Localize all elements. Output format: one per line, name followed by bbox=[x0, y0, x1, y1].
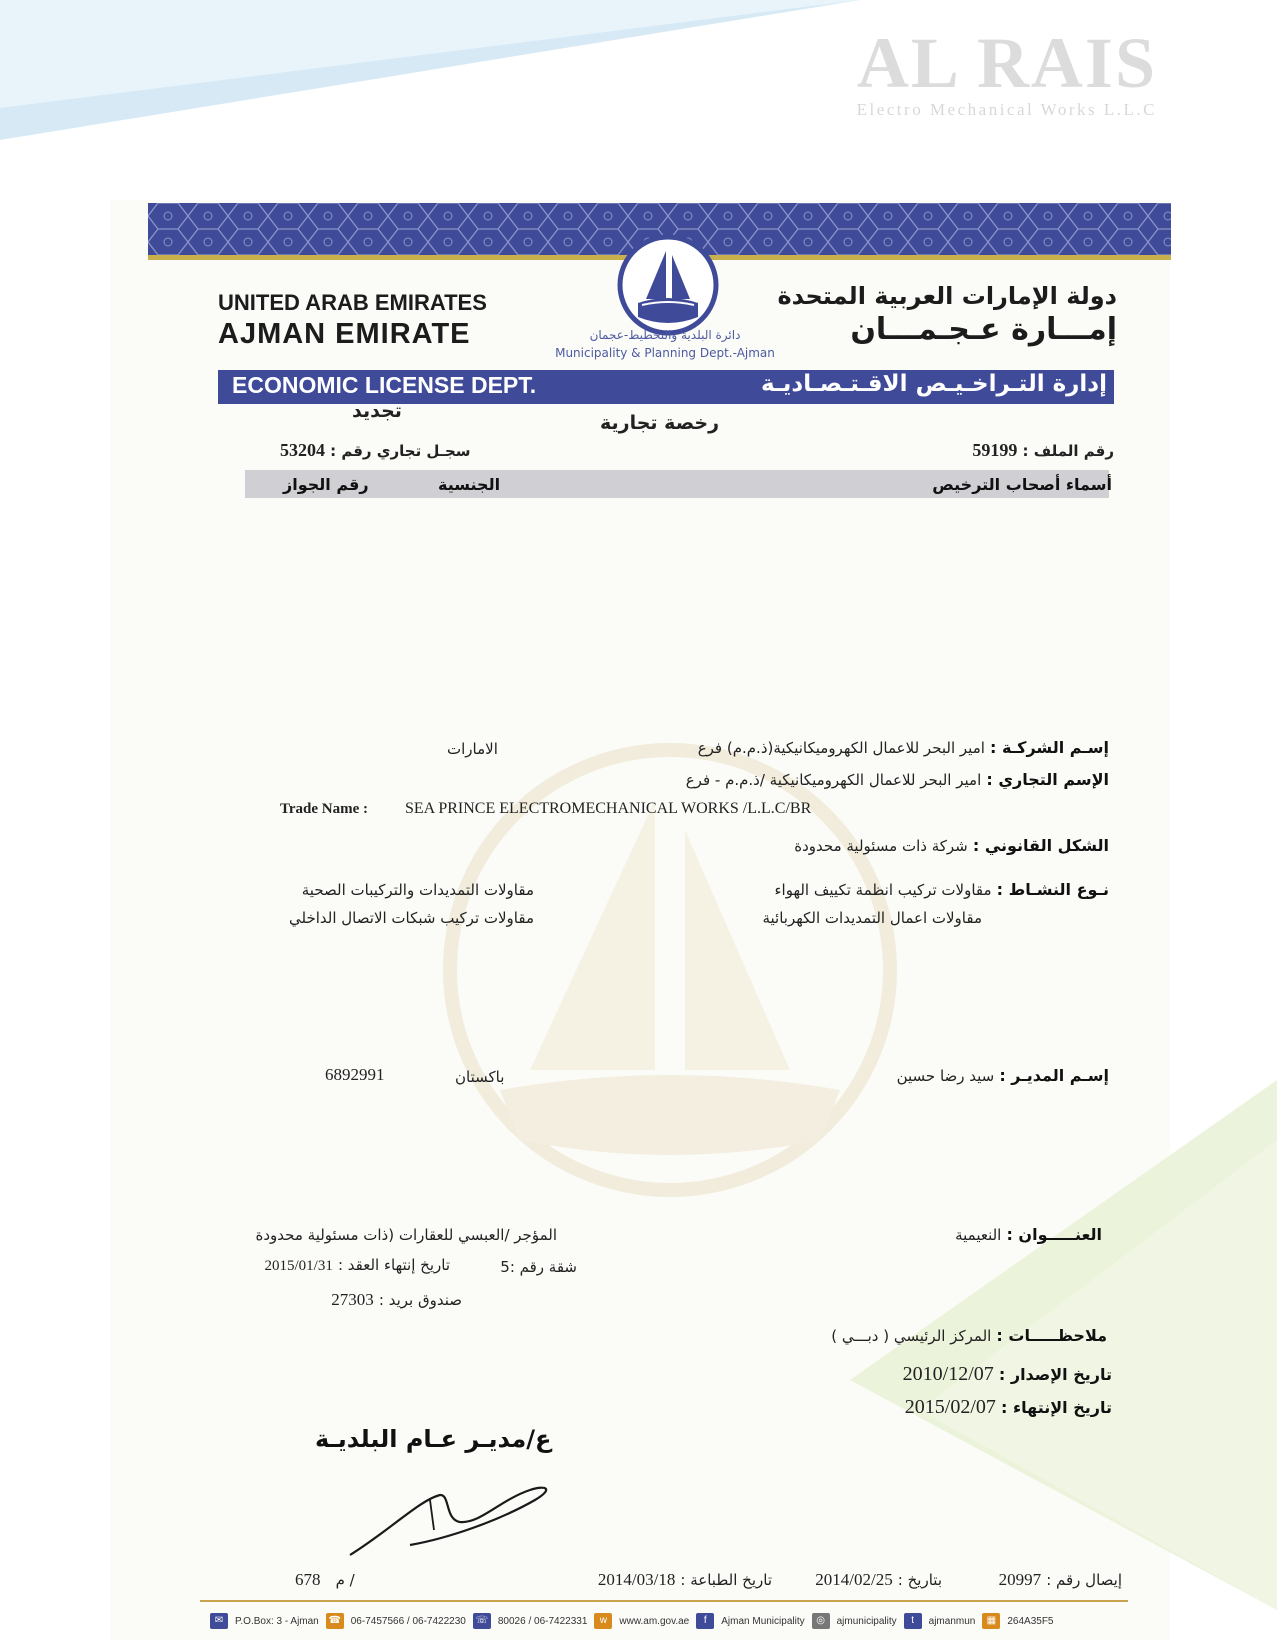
address-field bbox=[802, 1225, 1102, 1244]
owners-header-names: أسماء أصحاب الترخيص bbox=[932, 475, 1112, 494]
envelope-icon: ✉ bbox=[210, 1613, 228, 1629]
footer-facebook: Ajman Municipality bbox=[721, 1615, 805, 1627]
activity-2: مقاولات التمديدات والتركيبات الصحية bbox=[301, 881, 534, 899]
print-date-field bbox=[572, 1570, 772, 1590]
license-type: رخصة تجارية bbox=[600, 412, 720, 434]
print-date: 2014/03/18 bbox=[597, 1570, 676, 1589]
issue-date-label: تاريخ الإصدار : bbox=[998, 1365, 1112, 1384]
bbm-icon: ▦ bbox=[982, 1613, 1000, 1629]
green-corner-decoration bbox=[850, 1080, 1277, 1610]
footer-hotline: 80026 / 06-7422331 bbox=[497, 1615, 588, 1627]
reference-suffix: م / bbox=[335, 1571, 355, 1589]
municipality-name-ar: دائرة البلدية والتخطيط-عجمان bbox=[589, 328, 741, 342]
commercial-register-label: سجـل تجاري رقم : bbox=[330, 442, 471, 460]
footer-website: www.am.gov.ae bbox=[619, 1615, 690, 1627]
phone-icon: ☎ bbox=[326, 1613, 344, 1629]
company-name-field bbox=[549, 738, 1109, 757]
ajman-title-ar: إمـــارة عـجـمـــان bbox=[850, 312, 1117, 347]
owners-header-nationality: الجنسية bbox=[438, 475, 501, 494]
reference-number: 678 bbox=[295, 1570, 321, 1589]
footer-po-box: P.O.Box: 3 - Ajman bbox=[235, 1615, 319, 1627]
manager-name: سيد رضا حسين bbox=[896, 1067, 995, 1085]
notes-text: المركز الرئيسي ( دبـــي ) bbox=[831, 1327, 992, 1345]
owners-header-passport: رقم الجواز bbox=[283, 475, 369, 494]
footer-rule bbox=[200, 1600, 1128, 1602]
expiry-date: 2015/02/07 bbox=[904, 1396, 996, 1418]
receipt-date: 2014/02/25 bbox=[815, 1570, 893, 1589]
reference-field bbox=[295, 1570, 355, 1590]
notes-field bbox=[707, 1326, 1107, 1345]
activity-field bbox=[669, 880, 1109, 899]
twitter-icon: t bbox=[904, 1613, 922, 1629]
footer-twitter: ajmanmun bbox=[928, 1615, 976, 1627]
po-box-number: 27303 bbox=[331, 1290, 374, 1309]
file-number-field bbox=[814, 440, 1114, 461]
issue-date: 2010/12/07 bbox=[902, 1363, 994, 1385]
contract-end-field bbox=[250, 1255, 450, 1275]
expiry-date-label: تاريخ الإنتهاء : bbox=[1001, 1398, 1112, 1417]
municipality-emblem bbox=[616, 233, 720, 337]
activity-1: مقاولات تركيب انظمة تكييف الهواء bbox=[774, 881, 992, 899]
trade-name-ar-field bbox=[549, 770, 1109, 789]
notes-label: ملاحظـــــات : bbox=[996, 1326, 1107, 1345]
file-number: 59199 bbox=[972, 440, 1018, 460]
po-box-label: صندوق بريد : bbox=[378, 1291, 462, 1309]
activity-3: مقاولات اعمال التمديدات الكهربائية bbox=[762, 909, 982, 927]
manager-field bbox=[709, 1066, 1109, 1085]
trade-name-ar: امير البحر للاعمال الكهروميكانيكية /ذ.م.م - فرع bbox=[685, 771, 982, 789]
activity-label: نـوع النشـاط : bbox=[996, 880, 1109, 899]
footer-bbm: 264A35F5 bbox=[1007, 1615, 1054, 1627]
signatory-title: ع/مديـر عـام البلديـة bbox=[315, 1425, 552, 1453]
footer-instagram: ajmunicipality bbox=[836, 1615, 897, 1627]
flat-number: شقة رقم :5 bbox=[500, 1258, 577, 1276]
ajman-title-en: AJMAN EMIRATE bbox=[218, 318, 471, 350]
manager-label: إسـم المديـر : bbox=[999, 1066, 1109, 1085]
contract-end-label: تاريخ إنتهاء العقد : bbox=[337, 1256, 450, 1274]
manager-nationality: باكستان bbox=[455, 1068, 505, 1086]
legal-form-field bbox=[609, 836, 1109, 855]
instagram-icon: ◎ bbox=[812, 1613, 830, 1629]
receipt-number: 20997 bbox=[998, 1570, 1042, 1589]
contract-end-date: 2015/01/31 bbox=[264, 1258, 333, 1274]
commercial-register-field bbox=[280, 440, 580, 461]
legal-form: شركة ذات مسئولية محدودة bbox=[794, 837, 968, 855]
receipt-field bbox=[952, 1570, 1122, 1590]
po-box-field bbox=[262, 1290, 462, 1310]
uae-title-ar: دولة الإمارات العربية المتحدة bbox=[777, 282, 1117, 310]
website-icon: w bbox=[594, 1613, 612, 1629]
address-area: النعيمية bbox=[955, 1226, 1002, 1244]
footer-phone: 06-7457566 / 06-7422230 bbox=[350, 1615, 466, 1627]
company-name: امير البحر للاعمال الكهروميكانيكية(ذ.م.م) فرع bbox=[697, 739, 985, 757]
commercial-register-number: 53204 bbox=[280, 440, 325, 460]
company-name-label: إسـم الشركـة : bbox=[990, 738, 1109, 757]
manager-passport: 6892991 bbox=[325, 1065, 385, 1084]
receipt-date-label: بتاريخ : bbox=[897, 1571, 942, 1589]
receipt-label: إيصال رقم : bbox=[1046, 1571, 1122, 1589]
department-name-ar: إدارة التـراخـيـص الاقـتـصـاديـة bbox=[760, 371, 1107, 397]
address-label: العنـــــوان : bbox=[1006, 1225, 1102, 1244]
contact-footer bbox=[210, 1608, 1130, 1634]
expiry-date-field bbox=[812, 1396, 1112, 1419]
issue-date-field bbox=[812, 1363, 1112, 1386]
file-number-label: رقم الملف : bbox=[1022, 442, 1114, 460]
landlord: المؤجر /العبسي للعقارات (ذات مسئولية محدودة bbox=[255, 1226, 557, 1244]
trade-name-en-label: Trade Name : bbox=[280, 801, 369, 817]
trade-name-ar-label: الإسم التجاري : bbox=[986, 770, 1109, 789]
facebook-icon: f bbox=[696, 1613, 714, 1629]
signature bbox=[330, 1460, 560, 1570]
company-nationality: الامارات bbox=[447, 740, 498, 758]
trade-name-en: SEA PRINCE ELECTROMECHANICAL WORKS /L.L.C/BR bbox=[405, 800, 812, 817]
brand-name: AL RAIS bbox=[856, 23, 1157, 103]
renewal-label: تجديد bbox=[352, 400, 402, 422]
municipality-name-en: Municipality & Planning Dept.-Ajman bbox=[555, 346, 775, 360]
brand-subtitle: Electro Mechanical Works L.L.C bbox=[856, 100, 1157, 119]
hotline-icon: ☏ bbox=[473, 1613, 491, 1629]
department-name-en: ECONOMIC LICENSE DEPT. bbox=[232, 372, 537, 398]
print-date-label: تاريخ الطباعة : bbox=[680, 1571, 772, 1589]
corner-swoosh-decoration bbox=[0, 0, 860, 140]
uae-title-en: UNITED ARAB EMIRATES bbox=[218, 290, 487, 315]
activity-4: مقاولات تركيب شبكات الاتصال الداخلي bbox=[289, 909, 534, 927]
receipt-date-field bbox=[782, 1570, 942, 1590]
legal-form-label: الشكل القانوني : bbox=[972, 836, 1109, 855]
